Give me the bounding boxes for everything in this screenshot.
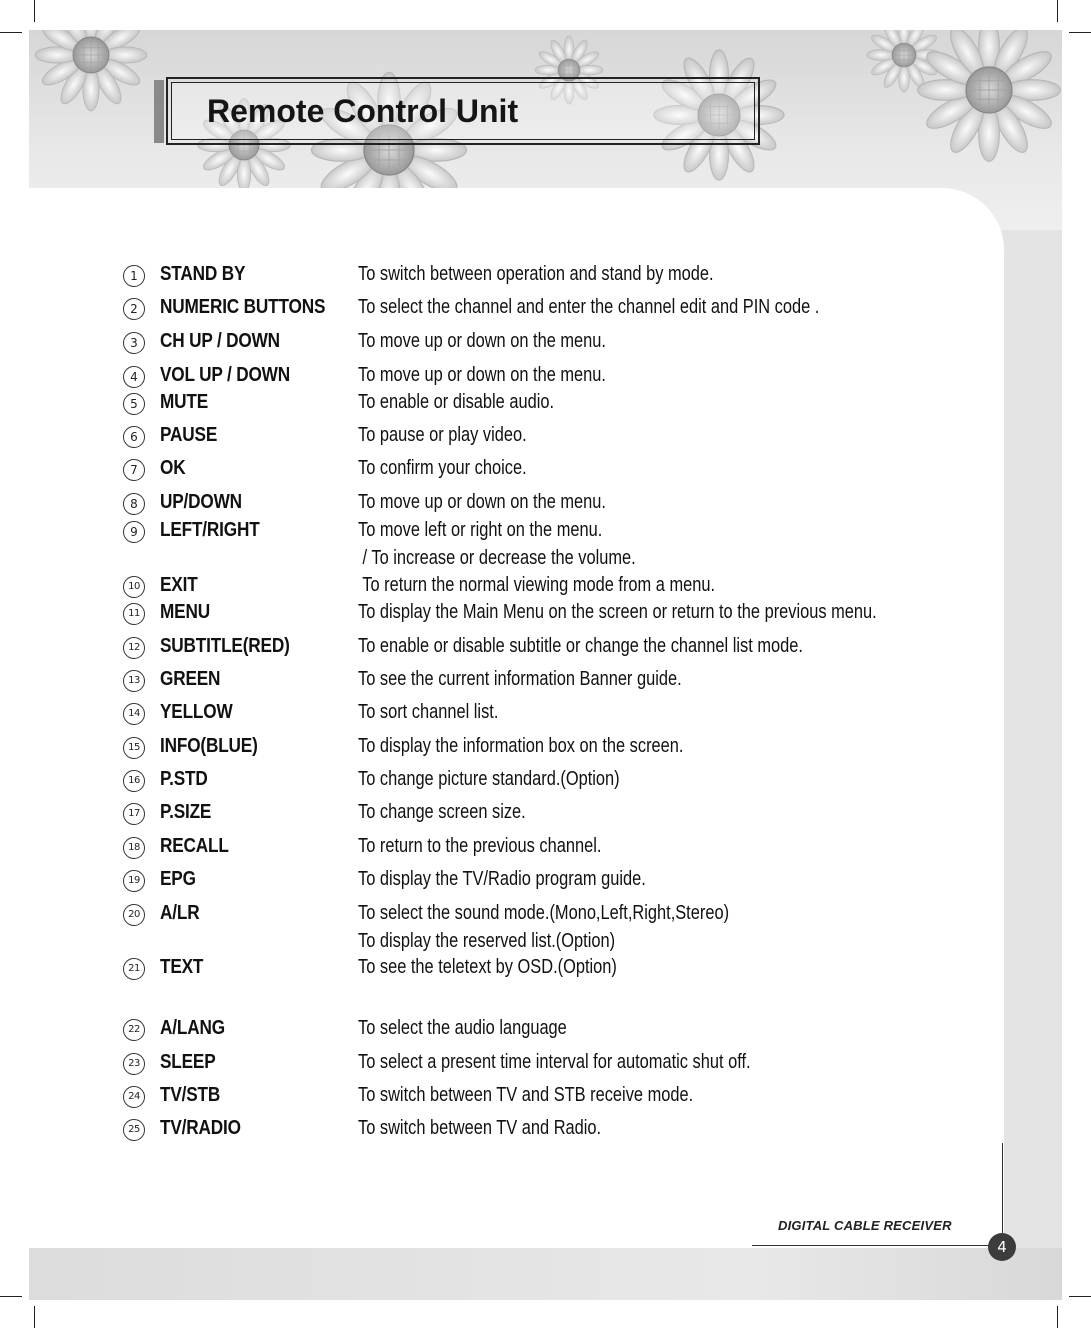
- button-name: A/LANG: [160, 1017, 225, 1039]
- list-item: [0, 457, 1091, 483]
- item-number-badge: 2: [123, 298, 145, 320]
- item-number-badge: 7: [123, 459, 145, 481]
- button-description: To return the normal viewing mode from a menu.: [358, 574, 716, 596]
- crop-mark: [1069, 1296, 1091, 1297]
- button-description: To see the current information Banner guide.: [358, 668, 682, 690]
- crop-mark: [0, 1296, 22, 1297]
- page-title: Remote Control Unit: [207, 93, 519, 129]
- list-item: [0, 735, 1091, 761]
- button-name: GREEN: [160, 668, 221, 690]
- list-item: [0, 601, 1091, 627]
- list-item: [0, 519, 1091, 569]
- list-item: [0, 635, 1091, 661]
- item-number-badge: 25: [123, 1119, 145, 1141]
- button-description: To switch between TV and Radio.: [358, 1117, 602, 1139]
- title-box: [166, 77, 760, 145]
- list-item: [0, 768, 1091, 794]
- item-number-badge: 10: [123, 576, 145, 598]
- crop-mark: [1057, 0, 1058, 22]
- item-number-badge: 3: [123, 332, 145, 354]
- page-number: 4: [988, 1233, 1016, 1261]
- button-name: P.SIZE: [160, 801, 212, 823]
- button-name: LEFT/RIGHT: [160, 519, 260, 541]
- crop-mark: [34, 1306, 35, 1328]
- list-item: [0, 391, 1091, 417]
- list-item: [0, 801, 1091, 827]
- item-number-badge: 1: [123, 265, 145, 287]
- item-number-badge: 18: [123, 837, 145, 859]
- button-description: To enable or disable audio.: [358, 391, 555, 413]
- button-name: TV/RADIO: [160, 1117, 241, 1139]
- button-name: TV/STB: [160, 1084, 221, 1106]
- button-name: SLEEP: [160, 1051, 216, 1073]
- footer-label: DIGITAL CABLE RECEIVER: [778, 1218, 952, 1233]
- button-name: NUMERIC BUTTONS: [160, 296, 326, 318]
- button-name: SUBTITLE(RED): [160, 635, 290, 657]
- list-item: [0, 835, 1091, 861]
- list-item: [0, 424, 1091, 450]
- button-name: CH UP / DOWN: [160, 330, 280, 352]
- button-name: EXIT: [160, 574, 198, 596]
- item-number-badge: 21: [123, 958, 145, 980]
- list-item: [0, 956, 1091, 982]
- item-number-badge: 23: [123, 1053, 145, 1075]
- list-item: [0, 668, 1091, 694]
- list-item: [0, 1117, 1091, 1143]
- button-description-continued: To display the reserved list.(Option): [358, 930, 616, 952]
- button-description: To change picture standard.(Option): [358, 768, 620, 790]
- button-description: To switch between operation and stand by mode.: [358, 263, 714, 285]
- item-number-badge: 22: [123, 1019, 145, 1041]
- item-number-badge: 15: [123, 737, 145, 759]
- button-name: UP/DOWN: [160, 491, 242, 513]
- button-name: YELLOW: [160, 701, 233, 723]
- item-number-badge: 14: [123, 703, 145, 725]
- button-name: PAUSE: [160, 424, 218, 446]
- button-description: To select a present time interval for automatic shut off.: [358, 1051, 751, 1073]
- button-name: VOL UP / DOWN: [160, 364, 290, 386]
- crop-mark: [1069, 32, 1091, 33]
- list-item: [0, 263, 1091, 289]
- button-description: To select the audio language: [358, 1017, 567, 1039]
- bottom-band: [29, 1248, 1062, 1300]
- button-description: To move up or down on the menu.: [358, 364, 606, 386]
- button-description-continued: / To increase or decrease the volume.: [358, 547, 636, 569]
- item-number-badge: 19: [123, 870, 145, 892]
- button-name: MUTE: [160, 391, 209, 413]
- button-description: To move up or down on the menu.: [358, 491, 606, 513]
- button-name: P.STD: [160, 768, 208, 790]
- crop-mark: [0, 32, 22, 33]
- title-accent-bar: [154, 80, 164, 143]
- button-name: A/LR: [160, 902, 200, 924]
- item-number-badge: 5: [123, 393, 145, 415]
- list-item: [0, 868, 1091, 894]
- item-number-badge: 16: [123, 770, 145, 792]
- crop-mark: [34, 0, 35, 22]
- button-name: TEXT: [160, 956, 204, 978]
- button-name: INFO(BLUE): [160, 735, 258, 757]
- button-description: To select the sound mode.(Mono,Left,Right,Stereo): [358, 902, 730, 924]
- button-description: To switch between TV and STB receive mode.: [358, 1084, 694, 1106]
- list-item: [0, 902, 1091, 952]
- button-description: To display the information box on the screen.: [358, 735, 684, 757]
- list-item: [0, 330, 1091, 356]
- item-number-badge: 4: [123, 366, 145, 388]
- item-number-badge: 9: [123, 521, 145, 543]
- button-description: To sort channel list.: [358, 701, 499, 723]
- item-number-badge: 13: [123, 670, 145, 692]
- button-description: To display the Main Menu on the screen or return to the previous menu.: [358, 601, 877, 623]
- button-name: STAND BY: [160, 263, 246, 285]
- button-description: To pause or play video.: [358, 424, 527, 446]
- item-number-badge: 17: [123, 803, 145, 825]
- list-item: [0, 701, 1091, 727]
- item-number-badge: 6: [123, 426, 145, 448]
- button-description: To display the TV/Radio program guide.: [358, 868, 646, 890]
- button-name: EPG: [160, 868, 196, 890]
- button-description: To confirm your choice.: [358, 457, 527, 479]
- button-description: To enable or disable subtitle or change the channel list mode.: [358, 635, 803, 657]
- footer-divider-vertical: [1002, 1143, 1003, 1233]
- list-item: [0, 364, 1091, 390]
- button-description: To see the teletext by OSD.(Option): [358, 956, 617, 978]
- list-item: [0, 1051, 1091, 1077]
- button-name: OK: [160, 457, 186, 479]
- button-description: To move left or right on the menu.: [358, 519, 603, 541]
- item-number-badge: 11: [123, 603, 145, 625]
- button-description: To change screen size.: [358, 801, 526, 823]
- button-name: RECALL: [160, 835, 229, 857]
- item-number-badge: 8: [123, 493, 145, 515]
- button-name: MENU: [160, 601, 210, 623]
- footer-divider: [752, 1245, 992, 1246]
- list-item: [0, 1017, 1091, 1043]
- button-description: To return to the previous channel.: [358, 835, 602, 857]
- item-number-badge: 12: [123, 637, 145, 659]
- list-item: [0, 574, 1091, 600]
- item-number-badge: 24: [123, 1086, 145, 1108]
- button-description: To select the channel and enter the channel edit and PIN code .: [358, 296, 820, 318]
- list-item: [0, 296, 1091, 322]
- button-description: To move up or down on the menu.: [358, 330, 606, 352]
- list-item: [0, 491, 1091, 517]
- item-number-badge: 20: [123, 904, 145, 926]
- list-item: [0, 1084, 1091, 1110]
- crop-mark: [1057, 1306, 1058, 1328]
